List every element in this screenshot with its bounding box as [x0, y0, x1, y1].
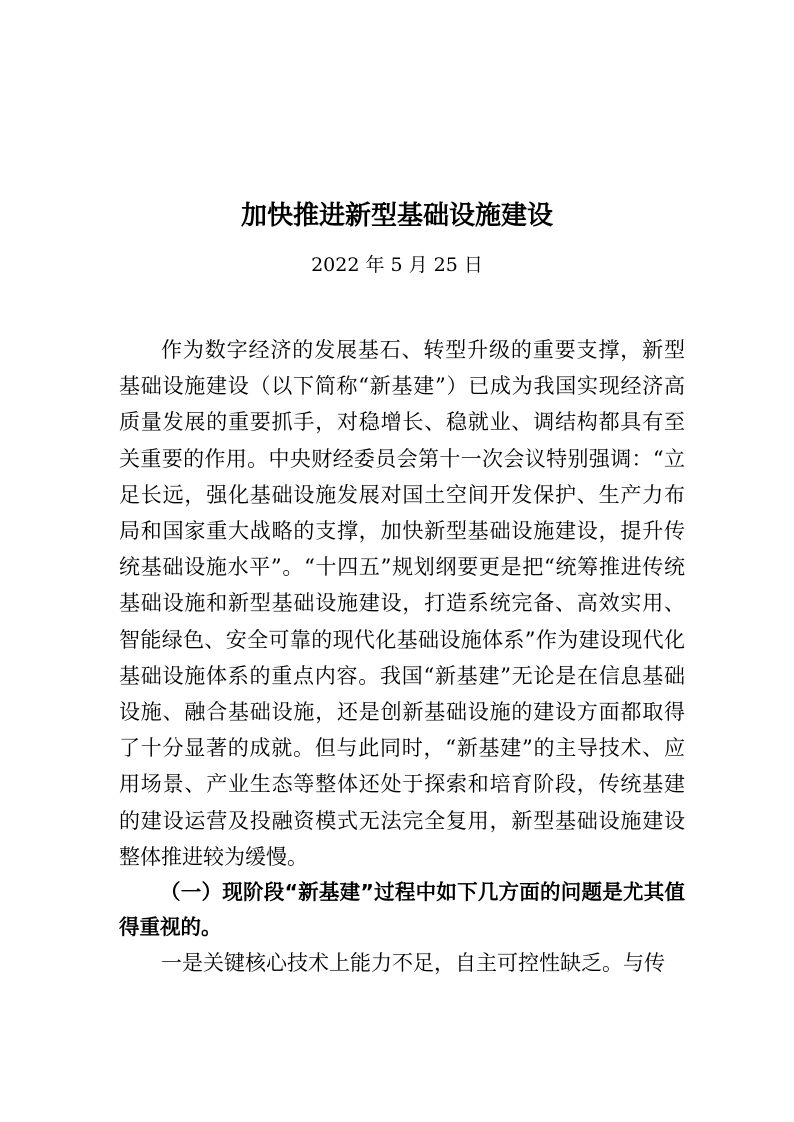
- section-heading: （一）现阶段“新基建”过程中如下几方面的问题是尤其值得重视的。: [119, 880, 685, 940]
- document-date: 2022 年 5 月 25 日: [311, 254, 483, 276]
- document-title: 加快推进新型基础设施建设: [240, 201, 553, 231]
- body-paragraph: 作为数字经济的发展基石、转型升级的重要支撑，新型基础设施建设（以下简称“新基建”）已成为我国实现经济高质量发展的重要抓手，对稳增长、稳就业、调结构都具有至关重要的作用。中央财经委员会第十一次会议特别强调：“立足长远，强化基础设施发展对国土空间开发保护、生产力布局和国家重大战略的支撑，加快新型基础设施建设，提升传统基础设施水平”。“十四五”规划纲要更是把“统筹推进传统基础设施和新型基础设施建设，打造系统完备、高效实用、智能绿色、安全可靠的现代化基础设施体系”作为建设现代化基础设施体系的重点内容。我国“新基建”无论是在信息基础设施、融合基础设施，还是创新基础设施的建设方面都取得了十分显著的成就。但与此同时，“新基建”的主导技术、应用场景、产业生态等整体还处于探索和培育阶段，传统基建的建设运营及投融资模式无法完全复用，新型基础设施建设整体推进较为缓慢。: [119, 338, 685, 869]
- document-body: [119, 332, 685, 981]
- body-paragraph-last: 一是关键核心技术上能力不足，自主可控性缺乏。与传: [161, 951, 665, 976]
